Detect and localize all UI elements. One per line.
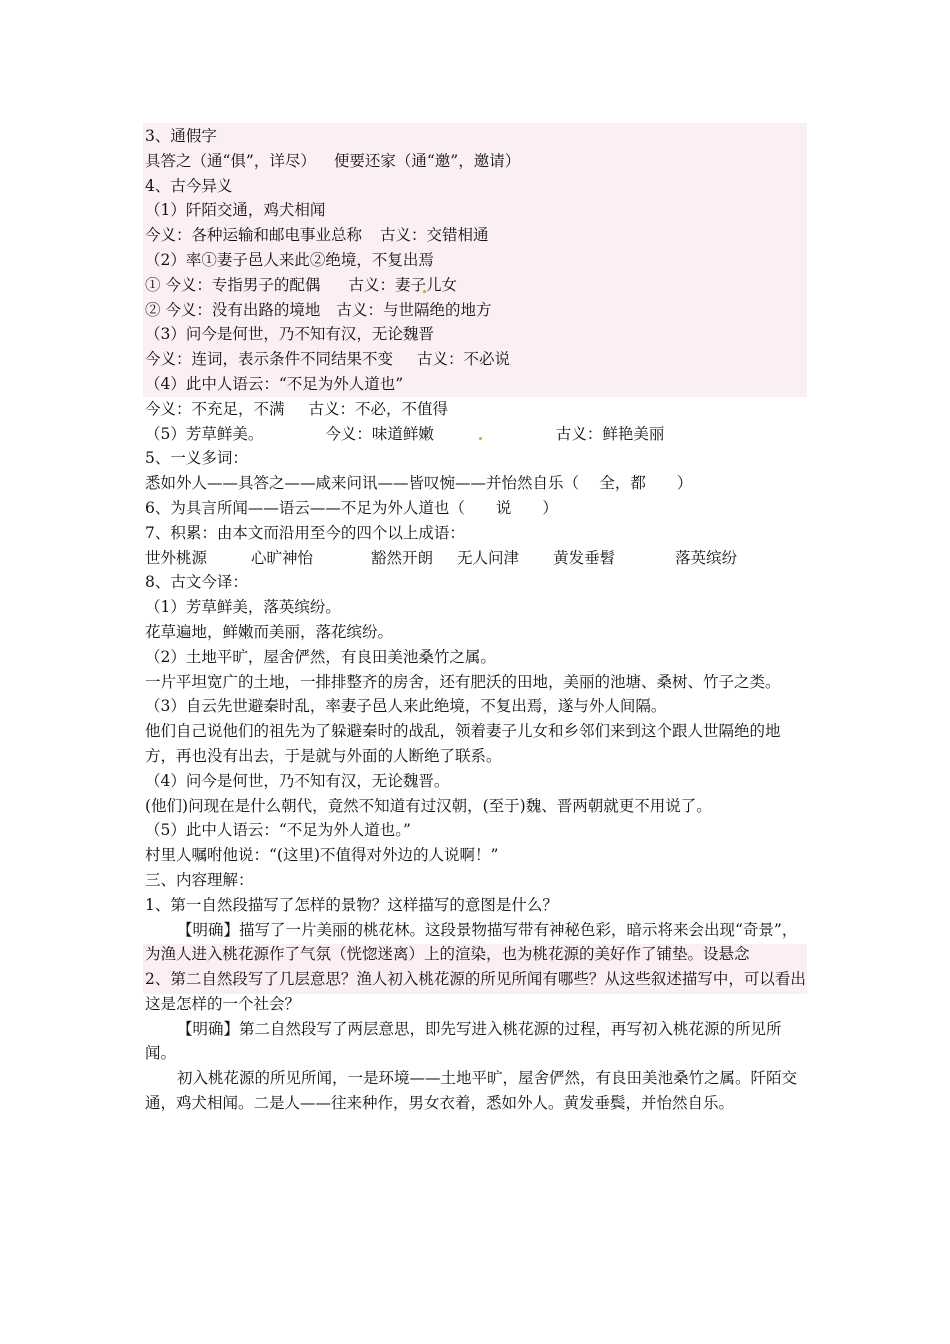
question: 1、第一自然段描写了怎样的景物？这样描写的意图是什么？ [145,895,558,914]
section-title: 3、通假字 [145,127,217,145]
section-title: 6、为具言所闻——语云——不足为外人道也（ 说 ） [145,498,558,517]
text-line [145,422,810,447]
answer: 初入桃花源的所见所闻，一是环境——土地平旷，屋舍俨然，有良田美池桑竹之属。阡陌交通，鸡犬相闻。二是人——往来种作，男女衣着，悉如外人。黄发垂鬓，并怡然自乐。 [145,1069,798,1113]
text-line: 一片平坦宽广的土地，一排排整齐的房舍，还有肥沃的田地，美丽的池塘、桑树、竹子之类。 [145,672,781,691]
section-title: 5、一义多词： [145,449,248,468]
text-line [145,273,810,298]
text: 今义：味道鲜嫩 [325,424,434,443]
idiom: 豁然开朗 [371,548,434,567]
text-line [145,223,810,248]
text-line: （1）阡陌交通，鸡犬相闻 [145,201,326,220]
section-title: 4、古今异义 [145,176,233,195]
idiom-list [145,546,810,571]
text-line: 村里人嘱咐他说：“(这里)不值得对外边的人说啊！” [145,846,499,865]
text: 古义：不必说 [417,350,511,369]
text-line: （3）自云先世避秦时乱，率妻子邑人来此绝境，不复出焉，遂与外人间隔。 [145,697,667,716]
document-body [145,124,810,1116]
idiom: 心旷神怡 [251,548,314,567]
text-line: （5）此中人语云：“不足为外人道也。” [145,821,411,840]
text-line: （2）率①妻子邑人来此②绝境，不复出焉 [145,250,434,269]
text: （5）芳草鲜美。 [145,424,264,443]
text: 古义：妻子儿女 [348,275,457,294]
text-line: 花草遍地，鲜嫩而美丽，落花缤纷。 [145,622,394,641]
text-line: 他们自己说他们的祖先为了躲避秦时的战乱，领着妻子儿女和乡邻们来到这个跟人世隔绝的地方，再也没有出去，于是就与外面的人断绝了联系。 [145,722,781,765]
text: ② 今义：没有出路的境地 [145,300,321,319]
section-title: 三、内容理解： [145,870,254,889]
text: 具答之（通“俱”，详尽） [145,151,316,170]
text-line: 悉如外人——具答之——咸来问讯——皆叹惋——并怡然自乐（ 全，都 ） [145,474,693,493]
text-line: （1）芳草鲜美，落英缤纷。 [145,598,341,617]
text: 古义：交错相通 [380,226,489,245]
answer: 【明确】第二自然段写了两层意思，即先写进入桃花源的过程，再写初入桃花源的所见所闻。 [145,1019,782,1063]
text-line [145,347,810,372]
text: 今义：连词，表示条件不同结果不变 [145,350,394,369]
section-title: 8、古文今译： [145,573,248,592]
text-line: (他们)问现在是什么朝代，竟然不知道有过汉朝，(至于)魏、晋两朝就更不用说了。 [145,796,712,815]
text: 今义：不充足，不满 [145,399,285,418]
text: 古义：不必，不值得 [308,399,449,418]
text: ① 今义：专指男子的配偶 [145,275,321,294]
text: 古义：鲜艳美丽 [555,424,665,443]
text: 便要还家（通“邀”，邀请） [333,151,521,170]
text-line [145,298,810,323]
text-line: （4）问今是何世，乃不知有汉，无论魏晋。 [145,771,450,790]
idiom: 黄发垂髫 [553,548,616,567]
text-line: （4）此中人语云：“不足为外人道也” [145,374,404,393]
idiom: 落英缤纷 [675,548,738,567]
text: 古义：与世隔绝的地方 [336,300,492,319]
answer: 【明确】描写了一片美丽的桃花林。这段景物描写带有神秘色彩，暗示将来会出现“奇景”，为渔人进入桃花源作了气氛（恍惚迷离）上的渲染，也为桃花源的美好作了铺垫。设悬念 [145,920,798,964]
text-line: （3）问今是何世，乃不知有汉，无论魏晋 [145,325,434,344]
text-line: （2）土地平旷，屋舍俨然，有良田美池桑竹之属。 [145,647,496,666]
section-title: 7、积累：由本文而沿用至今的四个以上成语： [145,523,465,542]
text: 今义：各种运输和邮电事业总称 [145,226,363,245]
text-line [145,397,810,422]
idiom: 无人问津 [457,548,520,567]
question: 2、第二自然段写了几层意思？渔人初入桃花源的所见所闻有哪些？从这些叙述描写中，可以看出这是怎样的一个社会？ [145,970,806,1013]
idiom: 世外桃源 [145,548,208,567]
text-line [145,149,810,174]
